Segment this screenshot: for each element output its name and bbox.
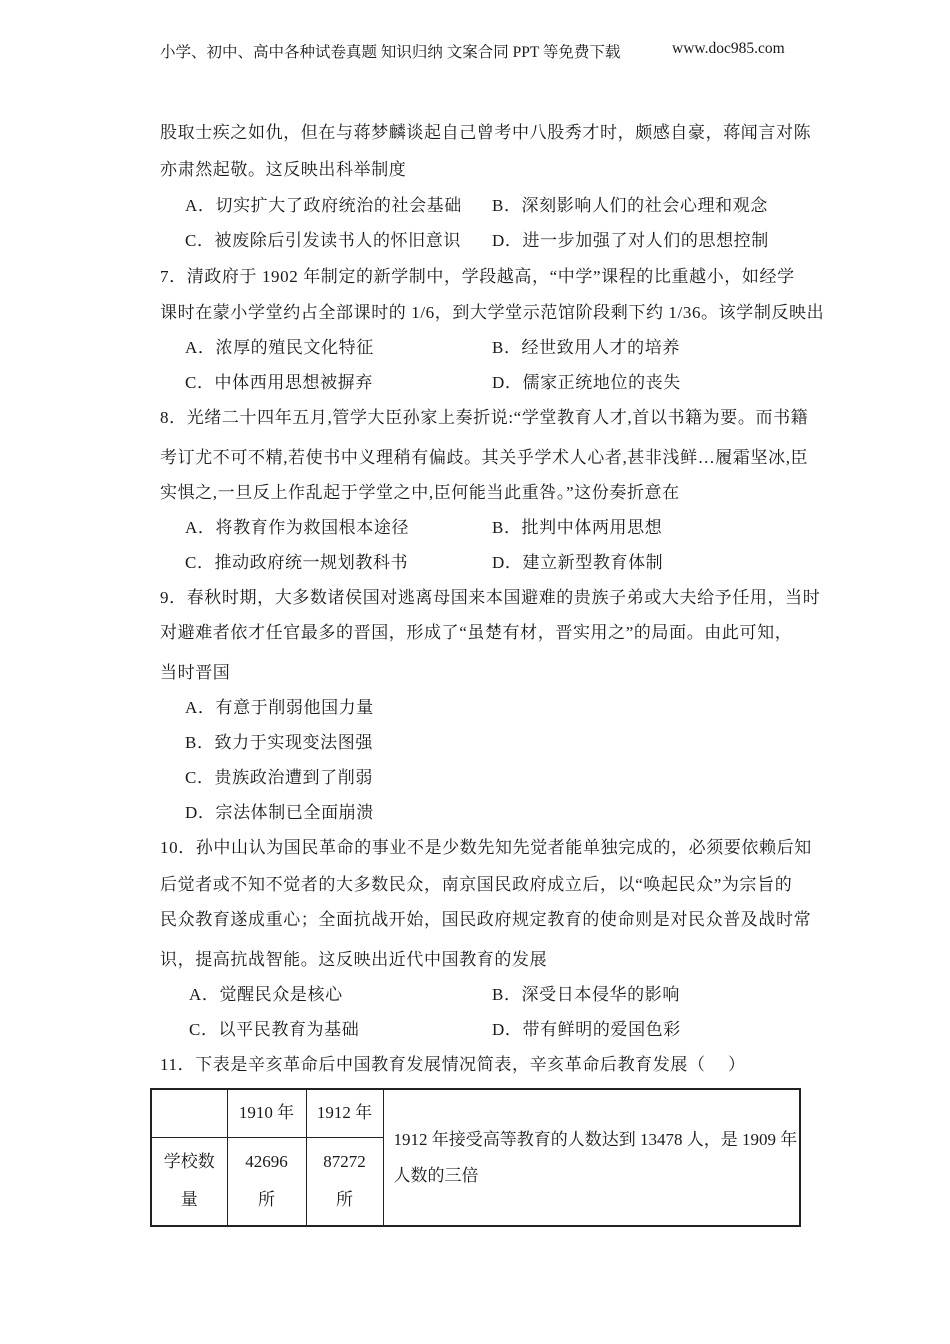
q9-stem-line: 当时晋国 [160, 663, 231, 682]
q8-option-d: D．建立新型教育体制 [492, 553, 664, 572]
q7-option-a: A．浓厚的殖民文化特征 [185, 338, 374, 357]
q9-stem-line: 9．春秋时期，大多数诸侯国对逃离母国来本国避难的贵族子弟或大夫给予任用，当时 [160, 588, 821, 607]
header-text: 小学、初中、高中各种试卷真题 知识归纳 文案合同 PPT 等免费下载 [160, 44, 621, 61]
q8-option-a: A．将教育作为救国根本途径 [185, 518, 410, 537]
q9-option-c: C．贵族政治遭到了削弱 [185, 768, 373, 787]
q10-option-b: B．深受日本侵华的影响 [492, 985, 680, 1004]
q8-stem-line: 考订尤不可不精,若使书中义理稍有偏歧。其关乎学术人心者,甚非浅鲜…履霜坚冰,臣 [160, 448, 809, 467]
q7-option-b: B．经世致用人才的培养 [492, 338, 680, 357]
q8-option-c: C．推动政府统一规划教科书 [185, 553, 409, 572]
table-row-label: 学校数量 [151, 1137, 227, 1226]
page-header [160, 40, 785, 62]
q6-option-b: B．深刻影响人们的社会心理和观念 [492, 196, 768, 215]
q8-option-b: B．批判中体两用思想 [492, 518, 663, 537]
q8-stem-line: 8．光绪二十四年五月,管学大臣孙家上奏折说:“学堂教育人才,首以书籍为要。而书籍 [160, 408, 809, 427]
table-cell-1910: 42696 所 [227, 1137, 306, 1226]
q6-option-d: D．进一步加强了对人们的思想控制 [492, 231, 769, 250]
q10-option-a: A．觉醒民众是核心 [189, 985, 343, 1004]
q9-option-d: D．宗法体制已全面崩溃 [185, 803, 374, 822]
table-header-1912: 1912 年 [306, 1089, 383, 1137]
q10-option-c: C．以平民教育为基础 [189, 1020, 360, 1039]
q7-stem-line: 课时在蒙小学堂约占全部课时的 1/6，到大学堂示范馆阶段剩下约 1/36。该学制反映出 [160, 303, 825, 322]
q9-option-a: A．有意于削弱他国力量 [185, 698, 374, 717]
q6-stem-line: 股取士疾之如仇，但在与蒋梦麟谈起自己曾考中八股秀才时，颇感自豪，蒋闻言对陈 [160, 123, 812, 142]
q7-option-d: D．儒家正统地位的丧失 [492, 373, 681, 392]
table-cell-1912: 87272 所 [306, 1137, 383, 1226]
education-table [150, 1088, 801, 1227]
q11-stem: 11．下表是辛亥革命后中国教育发展情况简表，辛亥革命后教育发展（ ） [160, 1055, 746, 1074]
q10-option-d: D．带有鲜明的爱国色彩 [492, 1020, 681, 1039]
table-header-blank [151, 1089, 227, 1137]
q7-stem-line: 7．清政府于 1902 年制定的新学制中，学段越高，“中学”课程的比重越小，如经学 [160, 267, 795, 286]
q10-stem-line: 民众教育遂成重心；全面抗战开始，国民政府规定教育的使命则是对民众普及战时常 [160, 910, 812, 929]
table-note: 1912 年接受高等教育的人数达到 13478 人，是 1909 年人数的三倍 [383, 1089, 800, 1226]
q8-stem-line: 实惧之,一旦反上作乱起于学堂之中,臣何能当此重咎。”这份奏折意在 [160, 483, 680, 502]
q7-option-c: C．中体西用思想被摒弃 [185, 373, 373, 392]
q10-stem-line: 10．孙中山认为国民革命的事业不是少数先知先觉者能单独完成的，必须要依赖后知 [160, 838, 812, 857]
table-header-1910: 1910 年 [227, 1089, 306, 1137]
header-url: www.doc985.com [672, 40, 785, 57]
q9-option-b: B．致力于实现变法图强 [185, 733, 373, 752]
q10-stem-line: 后觉者或不知不觉者的大多数民众，南京国民政府成立后，以“唤起民众”为宗旨的 [160, 875, 793, 894]
q9-stem-line: 对避难者依才任官最多的晋国，形成了“虽楚有材，晋实用之”的局面。由此可知， [160, 623, 793, 642]
q6-stem-line: 亦肃然起敬。这反映出科举制度 [160, 160, 407, 179]
q10-stem-line: 识，提高抗战智能。这反映出近代中国教育的发展 [160, 950, 548, 969]
q6-option-c: C．被废除后引发读书人的怀旧意识 [185, 231, 461, 250]
q6-option-a: A．切实扩大了政府统治的社会基础 [185, 196, 462, 215]
